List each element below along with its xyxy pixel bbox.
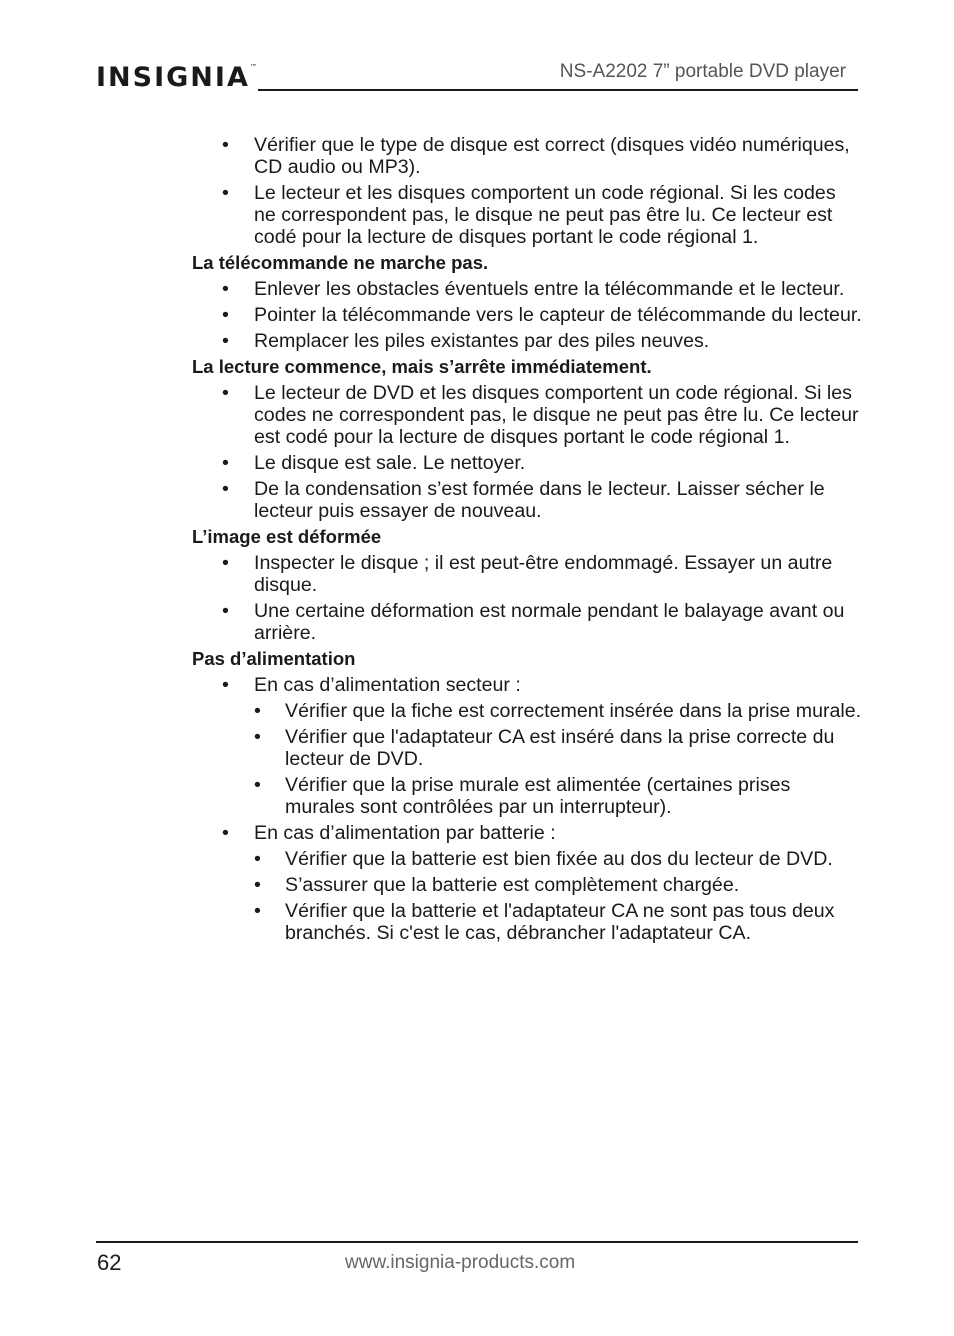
list-item-text: Le lecteur de DVD et les disques comportent un code régional. Si les codes ne correspondent pas, le disque ne peut pas être lu. Ce lecteur est codé pour la lecture de disques portant le code régional 1. xyxy=(254,382,859,448)
bullet-list xyxy=(192,382,862,522)
sub-list-item-text: Vérifier que la batterie et l'adaptateur CA ne sont pas tous deux branchés. Si c'est le cas, débrancher l'adaptateur CA. xyxy=(285,900,835,944)
bullet-icon: • xyxy=(254,726,261,748)
bullet-list xyxy=(192,134,862,248)
sub-list-item-text: Vérifier que la fiche est correctement insérée dans la prise murale. xyxy=(285,700,862,722)
page-content xyxy=(192,134,862,948)
list-item xyxy=(192,600,862,644)
list-item xyxy=(192,822,862,944)
bullet-icon: • xyxy=(222,382,229,404)
list-item xyxy=(192,552,862,596)
list-item xyxy=(192,182,862,248)
bullet-icon: • xyxy=(222,822,229,844)
logo-text: INSIGNIA xyxy=(96,62,250,93)
section-heading: La lecture commence, mais s’arrête immédiatement. xyxy=(192,356,652,377)
list-item-text: Le disque est sale. Le nettoyer. xyxy=(254,452,526,474)
bullet-icon: • xyxy=(222,552,229,574)
bullet-icon: • xyxy=(254,900,261,922)
bullet-icon: • xyxy=(222,182,229,204)
list-item-text: De la condensation s’est formée dans le lecteur. Laisser sécher le lecteur puis essayer de nouveau. xyxy=(254,478,825,522)
bullet-icon: • xyxy=(222,452,229,474)
list-item-text: Vérifier que le type de disque est correct (disques vidéo numériques, CD audio ou MP3). xyxy=(254,134,850,178)
bullet-icon: • xyxy=(222,278,229,300)
bullet-icon: • xyxy=(222,330,229,352)
sub-list-item xyxy=(254,874,862,896)
list-item-text: Pointer la télécommande vers le capteur de télécommande du lecteur. xyxy=(254,304,862,326)
sub-bullet-list xyxy=(254,700,862,818)
bullet-icon: • xyxy=(222,478,229,500)
bullet-icon: • xyxy=(254,848,261,870)
list-item-text: En cas d’alimentation secteur : xyxy=(254,674,521,696)
list-item-text: Enlever les obstacles éventuels entre la télécommande et le lecteur. xyxy=(254,278,845,300)
list-item-text: Inspecter le disque ; il est peut-être endommagé. Essayer un autre disque. xyxy=(254,552,833,596)
sub-list-item xyxy=(254,848,862,870)
bullet-icon: • xyxy=(222,674,229,696)
bullet-icon: • xyxy=(254,874,261,896)
bullet-icon: • xyxy=(222,600,229,622)
list-item xyxy=(192,452,862,474)
list-item xyxy=(192,674,862,818)
list-item xyxy=(192,478,862,522)
sub-list-item-text: Vérifier que la batterie est bien fixée au dos du lecteur de DVD. xyxy=(285,848,833,870)
list-item-text: Le lecteur et les disques comportent un code régional. Si les codes ne correspondent pas, le disque ne peut pas être lu. Ce lecteur est codé pour la lecture de disques portant le code régional 1. xyxy=(254,182,836,248)
bullet-list xyxy=(192,674,862,944)
list-item-text: Remplacer les piles existantes par des piles neuves. xyxy=(254,330,710,352)
bullet-icon: • xyxy=(254,774,261,796)
sub-list-item-text: Vérifier que l'adaptateur CA est inséré dans la prise correcte du lecteur de DVD. xyxy=(285,726,835,770)
header-title: NS-A2202 7” portable DVD player xyxy=(559,61,846,82)
sub-list-item-text: S’assurer que la batterie est complètement chargée. xyxy=(285,874,740,896)
brand-logo xyxy=(96,64,257,91)
list-item-text: En cas d’alimentation par batterie : xyxy=(254,822,556,844)
section-heading: Pas d’alimentation xyxy=(192,648,356,669)
logo-trademark: ™ xyxy=(249,63,257,71)
section-heading: L’image est déformée xyxy=(192,526,382,547)
sub-list-item xyxy=(254,774,862,818)
list-item-text: Une certaine déformation est normale pendant le balayage avant ou arrière. xyxy=(254,600,845,644)
list-item xyxy=(192,278,862,300)
footer-url: www.insignia-products.com xyxy=(345,1252,576,1273)
header-divider xyxy=(258,89,858,91)
section-heading: La télécommande ne marche pas. xyxy=(192,252,489,273)
bullet-icon: • xyxy=(222,304,229,326)
list-item xyxy=(192,134,862,178)
page-number: 62 xyxy=(97,1250,122,1275)
sub-list-item xyxy=(254,900,862,944)
list-item xyxy=(192,304,862,326)
bullet-icon: • xyxy=(222,134,229,156)
bullet-list xyxy=(192,552,862,644)
sub-list-item xyxy=(254,726,862,770)
footer-divider xyxy=(96,1241,858,1243)
sub-bullet-list xyxy=(254,848,862,944)
list-item xyxy=(192,330,862,352)
sub-list-item-text: Vérifier que la prise murale est alimentée (certaines prises murales sont contrôlées par un interrupteur). xyxy=(285,774,791,818)
list-item xyxy=(192,382,862,448)
bullet-icon: • xyxy=(254,700,261,722)
bullet-list xyxy=(192,278,862,352)
sub-list-item xyxy=(254,700,862,722)
